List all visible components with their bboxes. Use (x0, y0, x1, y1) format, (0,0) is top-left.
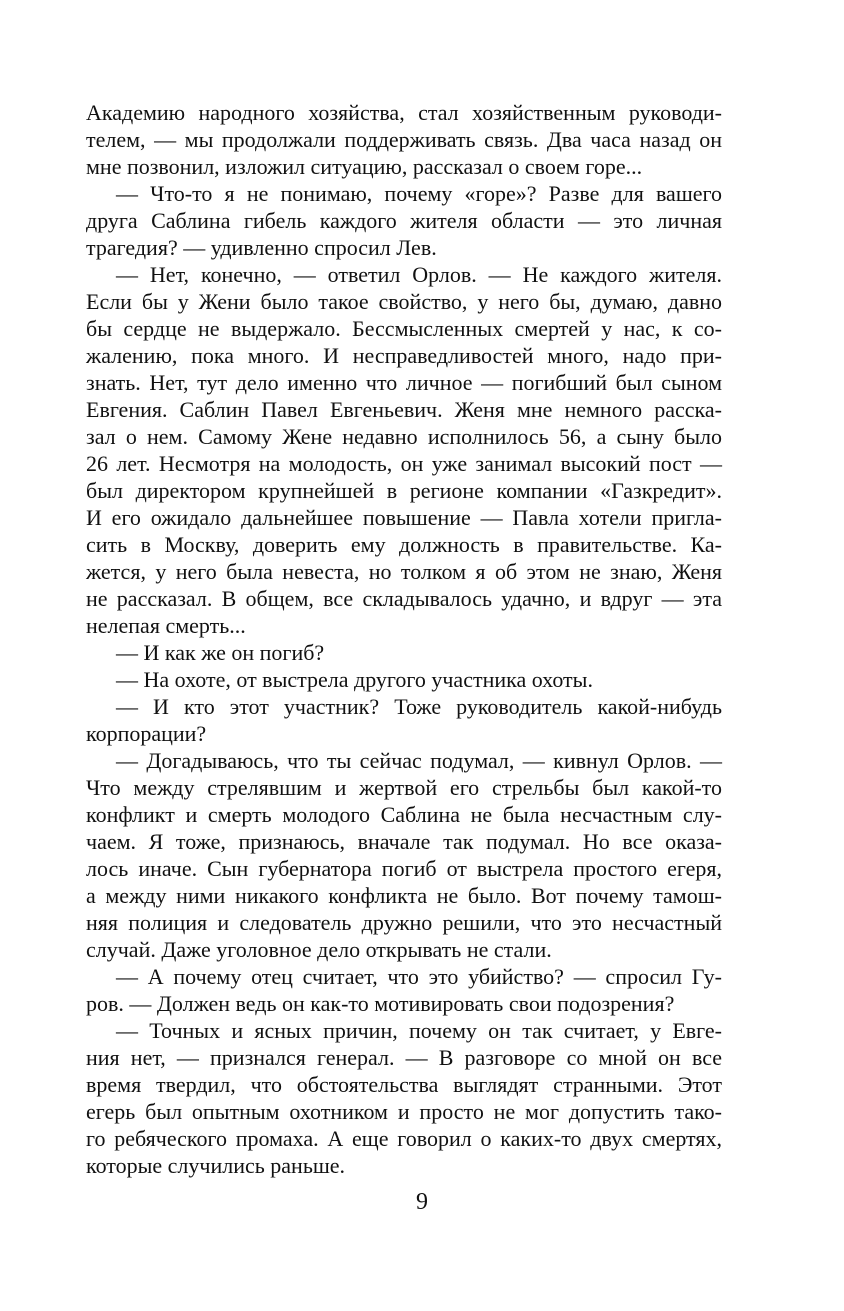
text-line: го ребяческого промаха. А еще говорил о каких-то двух смертях, (86, 1126, 722, 1151)
text-line: случай. Даже уголовное дело открывать не стали. (86, 937, 552, 962)
text-line: ния нет, — признался генерал. — В разговоре со мной он все (86, 1045, 722, 1070)
text-line: зал о нем. Самому Жене недавно исполнилось 56, а сыну было (86, 424, 722, 449)
text-line: Что между стрелявшим и жертвой его стрельбы был какой-то (86, 775, 722, 800)
text-line: корпорации? (86, 721, 207, 746)
text-line: Академию народного хозяйства, стал хозяйственным руководи- (86, 100, 722, 125)
text-line: 26 лет. Несмотря на молодость, он уже занимал высокий пост — (86, 451, 722, 476)
text-line: был директором крупнейшей в регионе компании «Газкредит». (86, 478, 722, 503)
text-line: сить в Москву, доверить ему должность в правительстве. Ка- (86, 532, 722, 557)
text-line: жется, у него была невеста, но толком я об этом не знаю, Женя (86, 559, 722, 584)
text-line: ров. — Должен ведь он как-то мотивировать свои подозрения? (86, 991, 675, 1016)
text-line: не рассказал. В общем, все складывалось удачно, и вдруг — эта (86, 586, 722, 611)
text-line: — Что-то я не понимаю, почему «горе»? Разве для вашего (116, 181, 722, 206)
text-line: — Точных и ясных причин, почему он так считает, у Евге- (116, 1018, 722, 1043)
text-line: И его ожидало дальнейшее повышение — Павла хотели пригла- (86, 505, 722, 530)
text-line: — И кто этот участник? Тоже руководитель какой-нибудь (116, 694, 722, 719)
page-number: 9 (416, 1189, 428, 1215)
text-line: телем, — мы продолжали поддерживать связь. Два часа назад он (86, 127, 722, 152)
text-line: время твердил, что обстоятельства выглядят странными. Этот (86, 1072, 722, 1097)
text-line: бы сердце не выдержало. Бессмысленных смертей у нас, к со- (86, 316, 722, 341)
text-line: — И как же он погиб? (116, 640, 325, 665)
text-line: а между ними никакого конфликта не было. Вот почему тамош- (86, 883, 722, 908)
text-line: егерь был опытным охотником и просто не мог допустить тако- (86, 1099, 722, 1124)
text-line: Евгения. Саблин Павел Евгеньевич. Женя мне немного расска- (86, 397, 722, 422)
text-line: знать. Нет, тут дело именно что личное — погибший был сыном (86, 370, 722, 395)
text-line: нелепая смерть... (86, 613, 246, 638)
text-line: которые случились раньше. (86, 1153, 346, 1178)
text-line: чаем. Я тоже, признаюсь, вначале так подумал. Но все оказа- (86, 829, 722, 854)
text-line: — А почему отец считает, что это убийство? — спросил Гу- (116, 964, 722, 989)
text-line: — На охоте, от выстрела другого участника охоты. (116, 667, 593, 692)
text-line: няя полиция и следователь дружно решили, что это несчастный (86, 910, 722, 935)
text-line: Если бы у Жени было такое свойство, у него бы, думаю, давно (86, 289, 722, 314)
text-line: — Догадываюсь, что ты сейчас подумал, — кивнул Орлов. — (116, 748, 722, 773)
text-line: мне позвонил, изложил ситуацию, рассказал о своем горе... (86, 154, 643, 179)
text-line: лось иначе. Сын губернатора погиб от выстрела простого егеря, (86, 856, 722, 881)
text-line: — Нет, конечно, — ответил Орлов. — Не каждого жителя. (116, 262, 722, 287)
text-line: жалению, пока много. И несправедливостей много, надо при- (86, 343, 722, 368)
text-line: конфликт и смерть молодого Саблина не была несчастным слу- (86, 802, 722, 827)
text-line: друга Саблина гибель каждого жителя области — это личная (86, 208, 722, 233)
text-line: трагедия? — удивленно спросил Лев. (86, 235, 437, 260)
body-text (86, 99, 722, 1179)
